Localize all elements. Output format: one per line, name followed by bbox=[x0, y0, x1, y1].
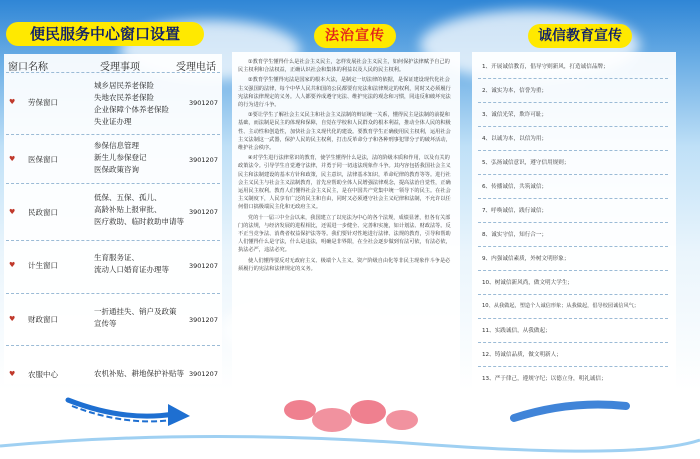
service-item: 城乡居民养老保险 bbox=[94, 81, 154, 90]
divider bbox=[478, 150, 668, 151]
divider bbox=[6, 240, 220, 241]
window-name: 计生窗口 bbox=[28, 261, 58, 270]
divider bbox=[478, 318, 668, 319]
wave-decoration bbox=[0, 418, 700, 459]
divider bbox=[478, 198, 668, 199]
divider bbox=[6, 345, 220, 346]
list-item: 10、从我做起，塑造个人诚信形象；从我做起，倡导校园诚信风气； bbox=[482, 303, 640, 309]
divider bbox=[6, 134, 220, 135]
window-phone: 3901207 bbox=[189, 370, 218, 378]
divider bbox=[478, 126, 668, 127]
list-item: 5、弘扬诚信意识，遵守信用规则； bbox=[482, 160, 570, 166]
window-phone: 3901207 bbox=[189, 156, 218, 164]
service-item: 医保政策咨询 bbox=[94, 165, 139, 174]
divider bbox=[478, 78, 668, 79]
integrity-education-title: 诚信教育宣传 bbox=[528, 24, 632, 48]
col-header-window: 窗口名称 bbox=[8, 62, 48, 73]
bullet-heart-icon: ♥ bbox=[9, 370, 16, 378]
service-item: 宣传等 bbox=[94, 319, 117, 328]
window-phone: 3901207 bbox=[189, 316, 218, 324]
table-row bbox=[6, 140, 220, 188]
divider bbox=[478, 294, 668, 295]
window-name: 财政窗口 bbox=[28, 315, 58, 324]
list-item: 12、铸诚信品质，做文明新人； bbox=[482, 352, 562, 358]
table-row bbox=[6, 306, 220, 342]
list-item: 4、以诚为本，以信为用； bbox=[482, 136, 548, 142]
window-phone: 3901207 bbox=[189, 208, 218, 216]
table-row bbox=[6, 80, 220, 142]
window-phone: 3901207 bbox=[189, 99, 218, 107]
table-row bbox=[6, 252, 220, 288]
law-paragraph: ③要让学生了解社会主义民主和社会主义法制的辩证统一关系，懂得民主是法制的前提和基础，而法制是民主的体现和保障，自觉在学校和人民群众的根本利益，推动全体人民的积极性、主动性和创造性，加快社会主义现代化的建设。要教育学生正确使用民主权利，运用社会主义法制这一武器，保护人民的民主权利，打击反革命分子和各种刑事犯罪分子的破坏活动，维护社会秩序。 bbox=[238, 112, 451, 152]
divider bbox=[6, 72, 220, 73]
law-paragraph: 党的十一届三中全会以来，我国建立了以宪法为中心的各个法规，成绩显著，但各有关部门的法规，与经济发展的进程相比，还需进一步健全、完善和实施，如计划法、财政法等。反不正当竞争法、消费者权益保护法等等。我们要针对性地进行法律、法规的教育，引导和帮助人们懂得什么是守法，什么是违法，明确是非界限，在全社会逐步做到有法可依，有法必依，执法必严，违法必究。 bbox=[238, 214, 451, 254]
service-center-title: 便民服务中心窗口设置 bbox=[6, 22, 204, 46]
list-item: 3、诚信光荣，欺诈可耻； bbox=[482, 112, 548, 118]
window-name: 劳保窗口 bbox=[28, 98, 58, 107]
divider bbox=[478, 270, 668, 271]
law-promotion-title: 法治宣传 bbox=[314, 24, 396, 48]
divider bbox=[478, 174, 668, 175]
service-item: 农机补贴、耕地保护补贴等 bbox=[94, 369, 184, 378]
col-header-items: 受理事项 bbox=[100, 62, 140, 73]
law-paragraph: ②教育学生懂得宪法是国家的根本大法，是制定一切法律的依据，是保证建设现代化社会主义强国的法律，每个中华人民共和国的公民都要有宪法和法律规定的权利，同时又必须履行宪法和法律规定的义务。人人都要养成遵守宪法、维护宪法的观念和习惯，同违反和破坏宪法的行为进行斗争。 bbox=[238, 77, 451, 109]
divider bbox=[478, 222, 668, 223]
list-item: 6、传播诚信，共筑诚信； bbox=[482, 184, 548, 190]
divider bbox=[6, 183, 220, 184]
service-item: 医疗救助、临时救助申请等 bbox=[94, 217, 184, 226]
window-name: 农服中心 bbox=[28, 370, 58, 379]
service-item: 失地农民养老保险 bbox=[94, 93, 154, 102]
law-paragraph: ①教育学生懂得什么是社会主义民主，怎样发展社会主义民主，如何保护法律赋予自己的民主权利和合法权益，正确认识社会和集体的利益以及人民的民主权利。 bbox=[238, 59, 450, 74]
integrity-list bbox=[474, 58, 674, 388]
service-item: 高龄补贴上报审批、 bbox=[94, 205, 162, 214]
window-name: 民政窗口 bbox=[28, 208, 58, 217]
bullet-heart-icon: ♥ bbox=[9, 155, 16, 163]
bullet-heart-icon: ♥ bbox=[9, 98, 16, 106]
bullet-heart-icon: ♥ bbox=[9, 208, 16, 216]
law-paragraph: 使人们懂得要反对无政府主义、极端个人主义、资产阶级自由化等非民主现象作斗争是必须履行的宪法和法律规定的义务。 bbox=[238, 257, 451, 272]
table-row bbox=[6, 368, 220, 388]
service-item: 生育服务证、 bbox=[94, 253, 139, 262]
service-item: 流动人口婚育证办理等 bbox=[94, 265, 169, 274]
list-item: 2、诚实为本，信誉为重； bbox=[482, 88, 548, 94]
divider bbox=[478, 342, 668, 343]
service-item: 企业保障个体养老保险 bbox=[94, 105, 169, 114]
divider bbox=[478, 102, 668, 103]
list-item: 9、内强诚信素质，外树文明形象； bbox=[482, 256, 570, 262]
divider bbox=[478, 366, 668, 367]
table-row bbox=[6, 192, 220, 240]
col-header-phone: 受理电话 bbox=[176, 62, 216, 73]
window-name: 医保窗口 bbox=[28, 155, 58, 164]
list-item: 10、树诚信新风尚，做文明大学生； bbox=[482, 280, 574, 286]
service-item: 参保信息管理 bbox=[94, 141, 139, 150]
list-item: 11、实践诚信，从我做起； bbox=[482, 328, 551, 334]
divider bbox=[478, 246, 668, 247]
divider bbox=[6, 293, 220, 294]
service-item: 一折通挂失、销户及政策 bbox=[94, 307, 177, 316]
service-item: 新生儿参保登记 bbox=[94, 153, 147, 162]
window-phone: 3901207 bbox=[189, 262, 218, 270]
list-item: 1、开展诚信教育，倡导守则新风，打造诚信品牌； bbox=[482, 64, 609, 70]
list-item: 8、诚实守信，知行合一； bbox=[482, 232, 548, 238]
bullet-heart-icon: ♥ bbox=[9, 261, 16, 269]
service-item: 低保、五保、孤儿、 bbox=[94, 193, 162, 202]
list-item: 13、严于律己，遵规守纪；以德立身，明礼诚信； bbox=[482, 376, 607, 382]
list-item: 7、呼唤诚信，践行诚信； bbox=[482, 208, 548, 214]
law-paragraph: ④对学生进行法律常识的教育，使学生懂得什么是法，法的阶级本质和作用，以及有关的政策法令。引导学生自觉遵守法律，并勇于同一切违法现象作斗争。其内容包括我国社会主义民主和法制建设的基本方针和政策，民主意识，法律基本知识，革命纪律的教育等等。进行社会主义民主与社会主义法制教育，首先应帮助全体人民增强法律观念，提高法治自觉性，正确运用民主权利。教育人们懂得社会主义民主，是在中国共产党集中统一领导下的民主。在社会主义制度下，人民享有广泛的民主和自由，同时又必须遵守社会主义纪律和法制，不允许以任何借口搞极端民主化和无政府主义。 bbox=[238, 155, 451, 211]
law-text bbox=[238, 58, 454, 398]
service-item: 失业证办理 bbox=[94, 117, 132, 126]
bullet-heart-icon: ♥ bbox=[9, 315, 16, 323]
